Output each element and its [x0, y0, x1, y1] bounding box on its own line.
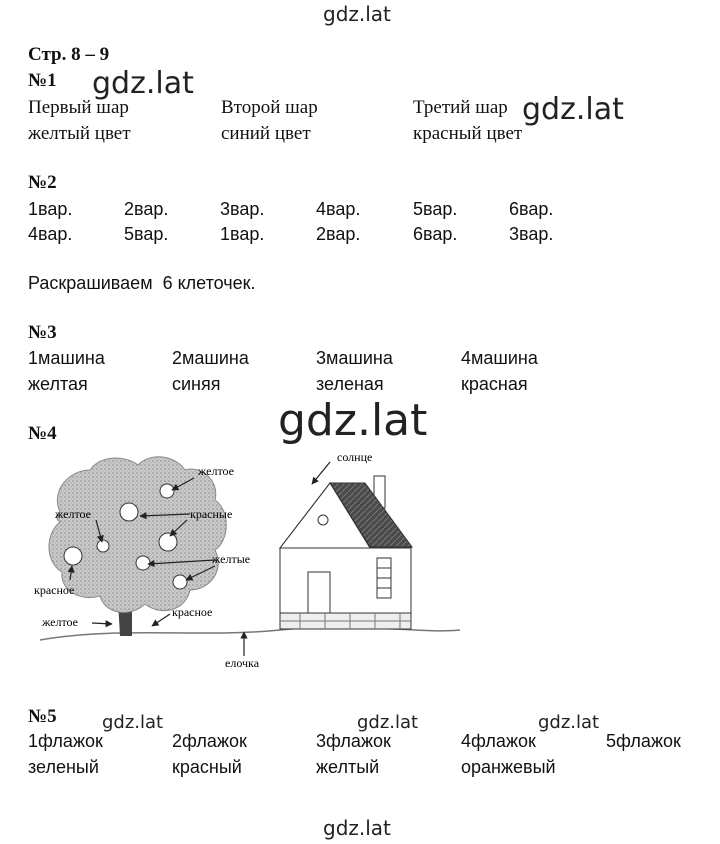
ex1-number: №1 — [28, 70, 57, 91]
label-yellow-2: желтое — [55, 507, 92, 521]
ex2-r1-6: 6вар. — [509, 199, 554, 219]
ex5-title-4: 4флажок — [461, 731, 536, 751]
ex5-color-4: оранжевый — [461, 757, 556, 777]
watermark-5: gdz.lat — [538, 712, 600, 733]
ex2-r2-5: 6вар. — [413, 224, 458, 244]
ex1-title-2: Второй шар — [221, 97, 318, 118]
watermark-2: gdz.lat — [522, 92, 624, 127]
ex3-color-4: красная — [461, 374, 528, 394]
ex4-number: №4 — [28, 423, 57, 444]
ex1-color-3: красный цвет — [413, 123, 523, 144]
label-tree: елочка — [225, 656, 260, 670]
ex3-color-3: зеленая — [316, 374, 384, 394]
ex1-title-3: Третий шар — [413, 97, 508, 118]
ex3-color-2: синяя — [172, 374, 221, 394]
label-yellow-3: желтые — [212, 552, 251, 566]
ex2-r1-2: 2вар. — [124, 199, 169, 219]
label-red-3: красное — [172, 605, 213, 619]
ex2-r2-4: 2вар. — [316, 224, 361, 244]
label-red-2: красное — [34, 583, 75, 597]
label-yellow-1: желтое — [198, 464, 235, 478]
ex2-r1-3: 3вар. — [220, 199, 265, 219]
ex5-title-2: 2флажок — [172, 731, 247, 751]
ex5-color-2: красный — [172, 757, 242, 777]
ex5-number: №5 — [28, 706, 57, 727]
ex4-picture — [0, 440, 720, 680]
watermark-1: gdz.lat — [92, 66, 194, 101]
ex2-r1-5: 5вар. — [413, 199, 458, 219]
ex2-r1-4: 4вар. — [316, 199, 361, 219]
house — [280, 476, 412, 629]
ex2-note: Раскрашиваем 6 клеточек. — [28, 273, 256, 293]
ex3-title-3: 3машина — [316, 348, 393, 368]
ex3-title-2: 2машина — [172, 348, 249, 368]
ex5-title-3: 3флажок — [316, 731, 391, 751]
label-sun: солнце — [337, 450, 373, 464]
ex2-r2-1: 4вар. — [28, 224, 73, 244]
ex1-color-1: желтый цвет — [28, 123, 131, 144]
ex5-color-3: желтый — [316, 757, 380, 777]
ex3-number: №3 — [28, 322, 57, 343]
watermark-4: gdz.lat — [357, 712, 419, 733]
ex5-color-1: зеленый — [28, 757, 99, 777]
ex1-title-1: Первый шар — [28, 97, 129, 118]
watermark-3: gdz.lat — [102, 712, 164, 733]
ex3-color-1: желтая — [28, 374, 88, 394]
label-yellow-4: желтое — [42, 615, 79, 629]
ex5-title-5: 5флажок — [606, 731, 681, 751]
ex3-title-1: 1машина — [28, 348, 105, 368]
label-red-1: красные — [190, 507, 233, 521]
ex2-r2-2: 5вар. — [124, 224, 169, 244]
ex1-color-2: синий цвет — [221, 123, 311, 144]
ex5-title-1: 1флажок — [28, 731, 103, 751]
page-label: Стр. 8 – 9 — [28, 44, 110, 65]
watermark-bottom: gdz.lat — [323, 816, 391, 840]
ex2-number: №2 — [28, 172, 57, 193]
ex3-title-4: 4машина — [461, 348, 538, 368]
ex2-r2-3: 1вар. — [220, 224, 265, 244]
ex2-r1-1: 1вар. — [28, 199, 73, 219]
watermark-big: gdz.lat — [278, 395, 428, 446]
ex2-r2-6: 3вар. — [509, 224, 554, 244]
watermark-top: gdz.lat — [323, 2, 391, 26]
